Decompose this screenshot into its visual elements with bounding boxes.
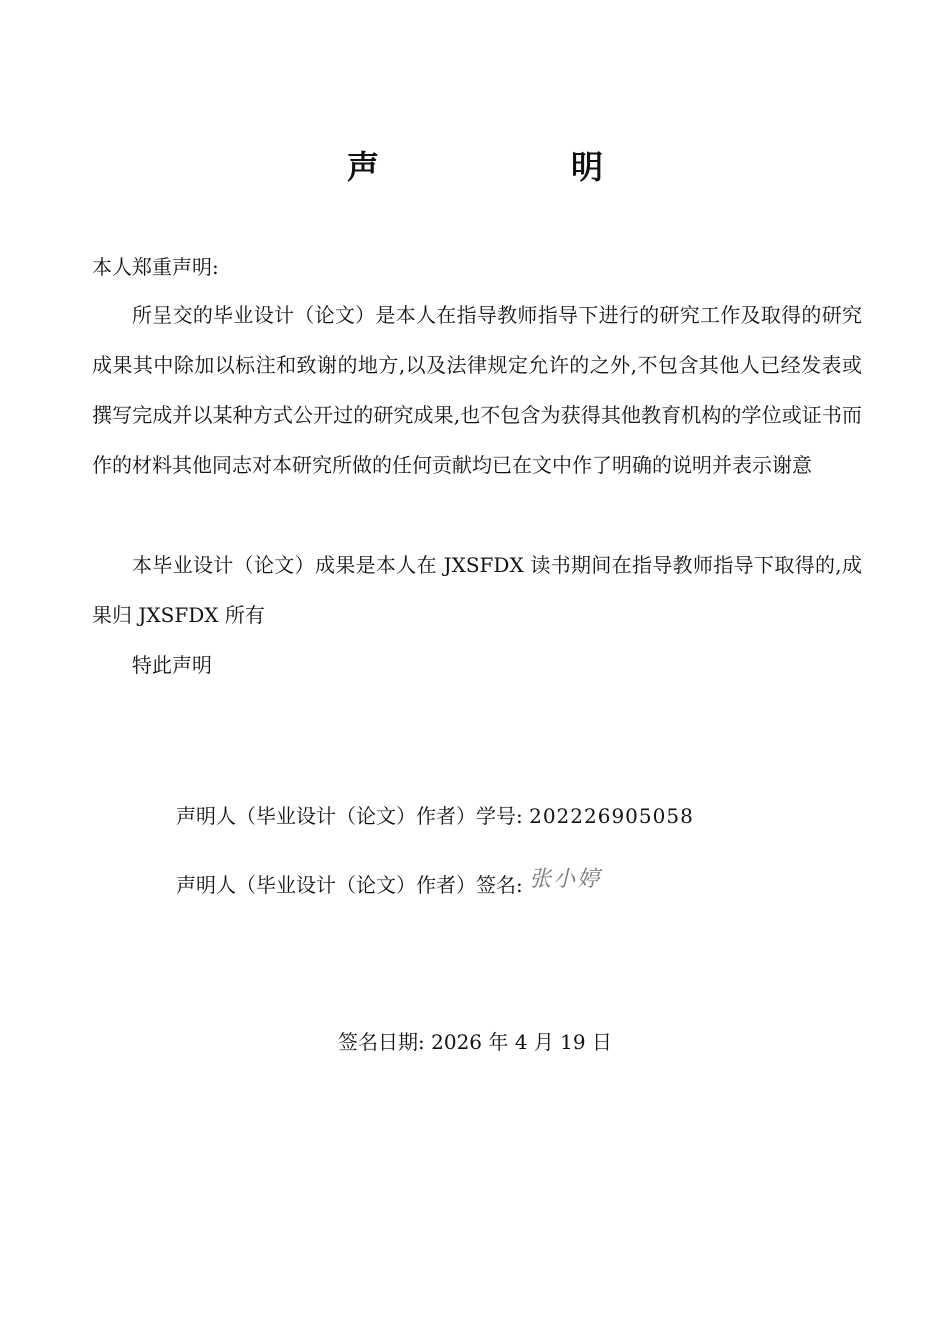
signature-line xyxy=(176,868,601,899)
closing-text: 特此声明 xyxy=(132,653,212,677)
declaration-paragraph-2: 本毕业设计（论文）成果是本人在 JXSFDX 读书期间在指导教师指导下取得的,成果归 JXSFDX 所有 xyxy=(92,553,862,627)
page-title: 声 明 xyxy=(346,148,683,186)
handwritten-signature: 张小婷 xyxy=(529,867,602,892)
declaration-paragraph-1: 所呈交的毕业设计（论文）是本人在指导教师指导下进行的研究工作及取得的研究成果其中除加以标注和致谢的地方,以及法律规定允许的之外,不包含其他人已经发表或撰写完成并以某种方式公开过的研究成果,也不包含为获得其他教育机构的学位或证书而作的材料其他同志对本研究所做的任何贡献均已在文中作了明确的说明并表示谢意 xyxy=(92,303,862,477)
date-label: 签名日期: xyxy=(338,1030,425,1054)
date-value: 2026 年 4 月 19 日 xyxy=(431,1030,612,1054)
student-id-value: 202226905058 xyxy=(529,804,694,828)
student-id-line xyxy=(176,800,694,829)
student-id-label: 声明人（毕业设计（论文）作者）学号: xyxy=(176,804,523,828)
intro-text: 本人郑重声明: xyxy=(92,255,219,279)
signature-label: 声明人（毕业设计（论文）作者）签名: xyxy=(176,873,523,897)
signature-date-line xyxy=(0,1026,950,1055)
